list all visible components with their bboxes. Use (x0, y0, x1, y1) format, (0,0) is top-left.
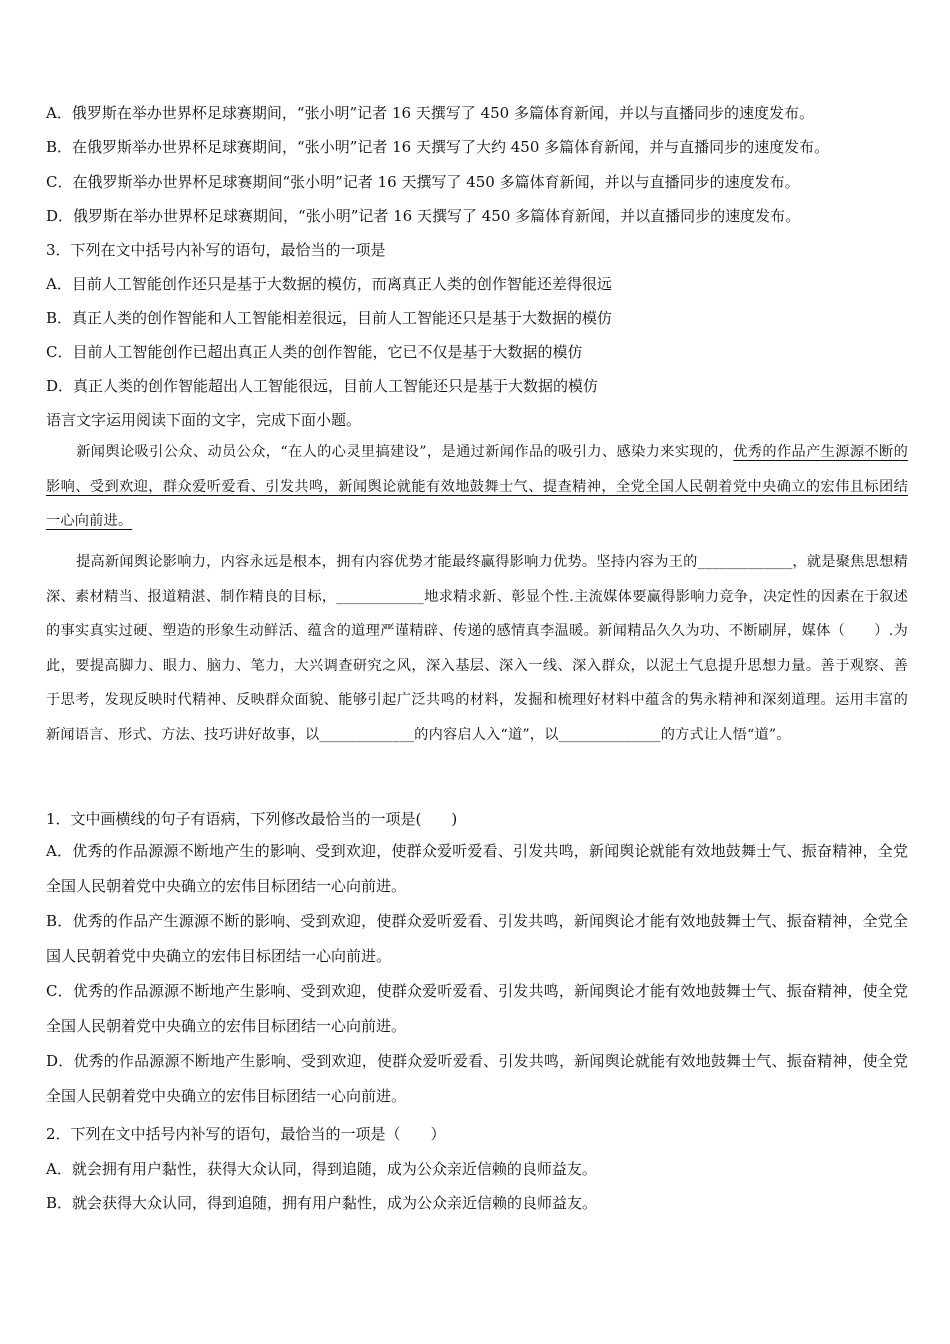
q2-stem: 2．下列在文中括号内补写的语句，最恰当的一项是（ ） (46, 1125, 446, 1143)
passage-paragraph-2 (46, 545, 908, 753)
q1-option-b: B．优秀的作品产生源源不断的影响、受到欢迎，使群众爱听爱看、引发共鸣，新闻舆论才能有效地鼓舞士气、振奋精神，全党全国人民朝着党中央确立的宏伟目标团结一心向前进。 (46, 912, 908, 965)
q1-option-d: D．优秀的作品源源不断地产生影响、受到欢迎，使群众爱听爱看、引发共鸣，新闻舆论就能有效地鼓舞士气、振奋精神，使全党全国人民朝着党中央确立的宏伟目标团结一心向前进。 (46, 1052, 908, 1105)
q3-option-b: B．真正人类的创作智能和人工智能相差很远，目前人工智能还只是基于大数据的模仿 (46, 309, 613, 327)
q3-option-c: C．目前人工智能创作已超出真正人类的创作智能，它已不仅是基于大数据的模仿 (46, 343, 583, 361)
q3-option-d: D．真正人类的创作智能超出人工智能很远，目前人工智能还只是基于大数据的模仿 (46, 377, 599, 395)
q2-prev-option-c: C．在俄罗斯举办世界杯足球赛期间“张小明”记者 16 天撰写了 450 多篇体育新闻，并以与直播同步的速度发布。 (46, 173, 800, 191)
q3-stem: 3．下列在文中括号内补写的语句，最恰当的一项是 (46, 241, 386, 259)
q1-option-a: A．优秀的作品源源不断地产生的影响、受到欢迎，使群众爱听爱看、引发共鸣，新闻舆论就能有效地鼓舞士气、振奋精神，全党全国人民朝着党中央确立的宏伟目标团结一心向前进。 (46, 842, 908, 895)
passage-p1-plain: 新闻舆论吸引公众、动员公众，“在人的心灵里搞建设”，是通过新闻作品的吸引力、感染力来实现的， (76, 444, 734, 460)
passage-p1-underlined-sentence: 优秀的作品产生源源不断的影响、受到欢迎，群众爱听爱看、引发共鸣，新闻舆论就能有效地鼓舞士气、提查精神，全党全国人民朝着党中央确立的宏伟且标团结一心向前进。 (46, 444, 908, 530)
q1-stem: 1．文中画横线的句子有语病，下列修改最恰当的一项是( ) (46, 810, 458, 828)
passage-p2-text: 提高新闻舆论影响力，内容永远是根本，拥有内容优势才能最终赢得影响力优势。坚持内容为王的_____________，就是聚焦思想精深、素材精当、报道精湛、制作精良的目标，____________地求精求新、彰显个性.主流媒体要赢得影响力竞争，决定性的因素在于叙述的事实真实过硬、塑造的形象生动鲜活、蕴含的道理严谨精辟、传递的感情真李温暖。新闻精品久久为功、不断刷屏，媒体（ ）.为此，要提高脚力、眼力、脑力、笔力，大兴调查研究之风，深入基层、深入一线、深入群众，以泥土气息提升思想力量。善于观察、善于思考，发现反映时代精神、反映群众面貌、能够引起广泛共鸣的材料，发掘和梳理好材料中蕴含的隽永精神和深刻道理。运用丰富的新闻语言、形式、方法、技巧讲好故事，以_____________的内容启人入“道”，以______________的方式让人悟“道”。 (46, 554, 908, 743)
q2-prev-option-a: A．俄罗斯在举办世界杯足球赛期间，“张小明”记者 16 天撰写了 450 多篇体育新闻，并以与直播同步的速度发布。 (46, 104, 814, 122)
q2-prev-option-b: B．在俄罗斯举办世界杯足球赛期间，“张小明”记者 16 天撰写了大约 450 多篇体育新闻，并与直播同步的速度发布。 (46, 138, 830, 156)
q2-prev-option-d: D．俄罗斯在举办世界杯足球赛期间，“张小明”记者 16 天撰写了 450 多篇体育新闻，并以直播同步的速度发布。 (46, 207, 801, 225)
section-heading: 语言文字运用阅读下面的文字，完成下面小题。 (46, 411, 362, 429)
q1-option-c: C．优秀的作品源源不断地产生影响、受到欢迎，使群众爱听爱看、引发共鸣，新闻舆论才能有效地鼓舞士气、振奋精神，使全党全国人民朝着党中央确立的宏伟目标团结一心向前进。 (46, 982, 908, 1035)
q2-option-a: A．就会拥有用户黏性，获得大众认同，得到追随，成为公众亲近信赖的良师益友。 (46, 1160, 597, 1178)
q3-option-a: A．目前人工智能创作还只是基于大数据的模仿，而离真正人类的创作智能还差得很远 (46, 275, 612, 293)
q2-option-b: B．就会获得大众认同，得到追随，拥有用户黏性，成为公众亲近信赖的良师益友。 (46, 1194, 598, 1212)
passage-paragraph-1 (46, 435, 908, 539)
